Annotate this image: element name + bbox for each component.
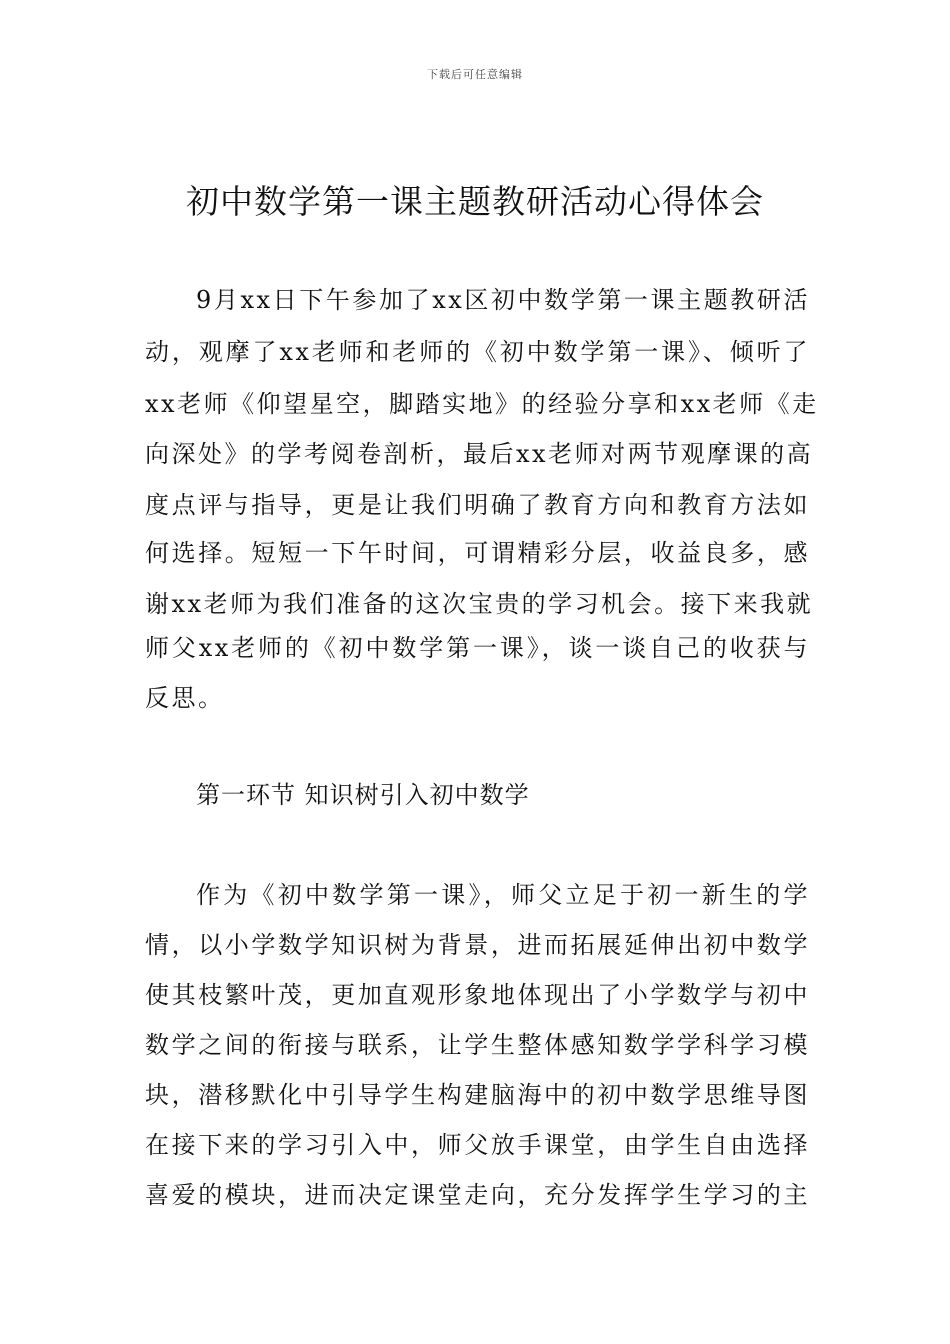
paragraph-line: 在接下来的学习引入中，师父放手课堂，由学生自由选择 bbox=[145, 1131, 810, 1159]
section-heading: 第一环节 知识树引入初中数学 bbox=[196, 781, 530, 809]
paragraph-line: 块，潜移默化中引导学生构建脑海中的初中数学思维导图 bbox=[145, 1081, 810, 1109]
paragraph-line: 何选择。短短一下午时间，可谓精彩分层，收益良多，感 bbox=[145, 539, 810, 567]
paragraph-line: 使其枝繁叶茂，更加直观形象地体现出了小学数学与初中 bbox=[145, 981, 810, 1009]
paragraph-line: 反思。 bbox=[145, 684, 225, 712]
paragraph-line: 师父xx老师的《初中数学第一课》，谈一谈自己的收获与 bbox=[145, 634, 810, 662]
header-note: 下载后可任意编辑 bbox=[427, 68, 523, 81]
paragraph-line: 度点评与指导，更是让我们明确了教育方向和教育方法如 bbox=[145, 491, 810, 519]
paragraph-line: 动，观摩了xx老师和老师的《初中数学第一课》、倾听了 bbox=[145, 338, 810, 366]
paragraph-line: 情，以小学数学知识树为背景，进而拓展延伸出初中数学 bbox=[145, 931, 810, 959]
paragraph-line: 谢xx老师为我们准备的这次宝贵的学习机会。接下来我就 bbox=[145, 590, 814, 618]
paragraph-line: 9月xx日下午参加了xx区初中数学第一课主题教研活 bbox=[196, 286, 810, 314]
paragraph-line: 喜爱的模块，进而决定课堂走向，充分发挥学生学习的主 bbox=[145, 1181, 810, 1209]
paragraph-line: xx老师《仰望星空，脚踏实地》的经验分享和xx老师《走 bbox=[145, 390, 819, 418]
paragraph-line: 数学之间的衔接与联系，让学生整体感知数学学科学习模 bbox=[145, 1031, 810, 1059]
document-title: 初中数学第一课主题教研活动心得体会 bbox=[186, 182, 764, 221]
paragraph-line: 向深处》的学考阅卷剖析，最后xx老师对两节观摩课的高 bbox=[145, 440, 814, 468]
paragraph-line: 作为《初中数学第一课》，师父立足于初一新生的学 bbox=[196, 881, 810, 909]
